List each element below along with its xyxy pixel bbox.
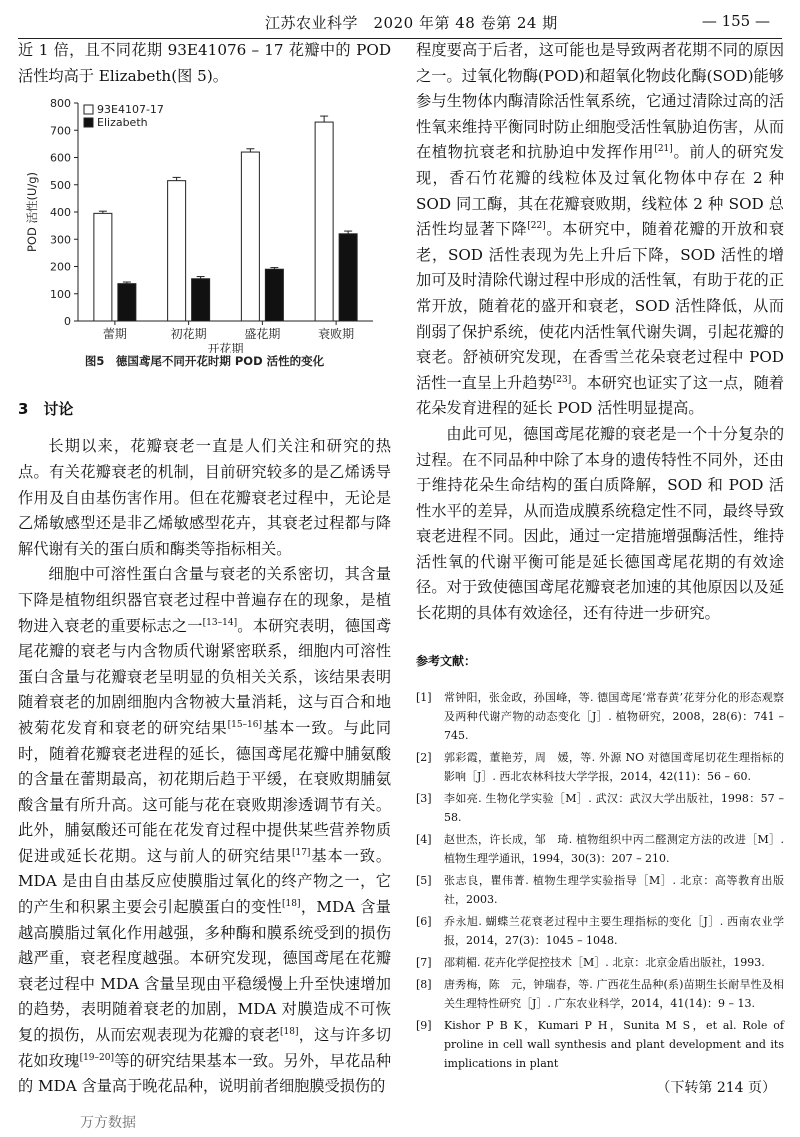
reference-number: [9] [416,1019,432,1033]
reference-text: 常钟阳，张金政，孙国峰，等. 德国鸢尾‘常春黄’花芽分化的形态观察及两种代谢产物的动态变化［J］. 植物研究，2008，28(6)：741 – 745. [444,691,784,743]
x-tick-label: 衰败期 [318,327,355,342]
page-header [0,8,800,34]
reference-text: 唐秀梅，陈 元，钟瑞春，等. 广西花生品种(系)苗期生长耐旱性及相关生理特性研究［J］. 广东农业科学，2014，41(14)：9 – 13. [444,978,784,1011]
reference-item [416,871,784,909]
figure-5 [18,91,391,353]
reference-number: [4] [416,833,432,847]
discussion-paragraph-3: 程度要高于后者，这可能也是导致两者花期不同的原因之一。过氧化物酶(POD)和超氧化物歧化酶(SOD)能够参与生物体内酶清除活性氧系统，它通过清除过高的活性氧来维持平衡同时防止细胞受活性氧胁迫伤害，从而在植物抗衰老和抗胁迫中发挥作用[21]。前人的研究发现，香石竹花瓣的线粒体及过氧化物体中存在 2 种 SOD 同工酶，其在花瓣衰败期，线粒体 2 种 SOD 总活性均显著下降[22]。本研究中，随着花瓣的开放和衰老，SOD 活性表现为先上升后下降，SOD 活性的增加可及时清除代谢过程中形成的活性氧，有助于花的正常开放，随着花的盛开和衰老，SOD 活性降低，从而削弱了保护系统，使花内活性氧代谢失调，引起花瓣的衰老。舒祯研究发现，在香雪兰花朵衰老过程中 POD 活性一直呈上升趋势[23]。本研究也证实了这一点，随着花朵发育进程的延长 POD 活性明显提高。 [416,41,785,418]
references-heading: 参考文献： [416,653,477,668]
bar-series-1 [94,214,112,322]
bar-series-1 [241,152,259,321]
citation: [19–20] [79,1052,114,1063]
x-tick-label: 蕾期 [102,327,127,342]
bar-series-1 [168,181,186,321]
x-tick-label: 初花期 [170,327,207,342]
y-tick-label: 400 [50,206,71,220]
citation: [13–14] [202,617,238,628]
reference-text: 邵莉楣. 花卉化学促控技术［M］. 北京：北京金盾出版社，1993. [444,956,765,970]
reference-item [416,975,784,1013]
reference-item [416,912,784,950]
reference-text: 郭彩霞，董艳芳，周 媛，等. 外源 NO 对德国鸢尾切花生理指标的影响［J］. 西北农林科技大学学报，2014，42(11)：56 – 60. [444,751,784,784]
reference-text: 李如亮. 生物化学实验［M］. 武汉：武汉大学出版社，1998：57 – 58. [444,792,784,825]
discussion-paragraph-1: 长期以来，花瓣衰老一直是人们关注和研究的热点。有关花瓣衰老的机制，目前研究较多的是乙烯诱导作用及自由基伤害作用。但在花瓣衰老过程中，无论是乙烯敏感型还是非乙烯敏感型花卉，其衰老过程都与降解代谢有关的蛋白质和酶类等指标相关。 [18,437,391,558]
reference-item [416,789,784,827]
legend-swatch [84,105,93,114]
page-number: — 155 — [701,12,770,30]
x-axis-label: 开花期 [207,342,244,354]
x-tick-label: 盛花期 [244,327,281,342]
reference-item [416,1016,784,1073]
citation: [15–16] [227,719,263,730]
bar-series-2 [118,284,136,321]
y-tick-label: 100 [50,287,71,301]
reference-item [416,830,784,868]
legend-swatch [84,118,93,127]
legend-label: 93E4107-17 [97,103,164,117]
reference-text: 赵世杰，许长成，邹 琦. 植物组织中丙二醛测定方法的改进［M］. 植物生理学通讯，1994，30(3)：207 – 210. [444,833,784,866]
y-axis-label: POD 活性(U/g) [25,172,39,253]
discussion-paragraph-2: 细胞中可溶性蛋白含量与衰老的关系密切，其含量下降是植物组织器官衰老过程中普遍存在的现象，是植物进入衰老的重要标志之一[13–14]。本研究表明，德国鸢尾花瓣的衰老与内含物质代谢紧密联系，细胞内可溶性蛋白含量与花瓣衰老呈明显的负相关关系，该结果表明随着衰老的加剧细胞内含物被大量消耗，这与百合和地被菊花发育和衰老的研究结果[15–16]基本一致。与此同时，随着花瓣衰老进程的延长，德国鸢尾花瓣中脯氨酸的含量在蕾期最高，初花期后趋于平缓，在衰败期脯氨酸含量有所升高。这可能与花在衰败期渗透调节有关。此外，脯氨酸还可能在花发育过程中提供某些营养物质促进或延长花期。这与前人的研究结果[17]基本一致。MDA 是由自由基反应使膜脂过氧化的终产物之一，它的产生和积累主要会引起膜蛋白的变性[18]，MDA 含量越高膜脂过氧化作用越强，多种酶和膜系统受到的损伤越严重，衰老程度越强。本研究发现，德国鸢尾在花瓣衰老过程中 MDA 含量呈现由平稳缓慢上升至快速增加的趋势，表明随着衰老的加剧，MDA 对膜造成不可恢复的损伤，从而宏观表现为花瓣的衰老[18]，这与许多切花如玫瑰[19–20]等的研究结果基本一致。另外，早花品种的 MDA 含量高于晚花品种，说明前者细胞膜受损伤的 [18,565,392,1096]
reference-text: 乔永旭. 蝴蝶兰花衰老过程中主要生理指标的变化［J］. 西南农业学报，2014，27(3)：1045 – 1048. [444,915,784,948]
reference-number: [1] [416,691,432,705]
section-title-discussion: 3 讨论 [18,399,74,418]
citation: [23] [552,374,572,385]
citation: [18] [282,899,301,909]
legend-label: Elizabeth [97,116,148,130]
y-tick-label: 700 [50,124,71,138]
y-tick-label: 600 [50,151,71,165]
bar-series-2 [265,269,283,321]
journal-title: 江苏农业科学 2020 年第 48 卷第 24 期 [265,14,558,32]
y-tick-label: 0 [64,315,71,329]
bar-series-2 [339,234,357,321]
reference-number: [3] [416,792,432,806]
bar-series-1 [315,122,333,321]
right-column [416,38,784,1102]
reference-number: [5] [416,874,432,888]
reference-item [416,953,784,972]
y-tick-label: 800 [50,97,71,111]
figure-caption: 图5 德国鸢尾不同开花时期 POD 活性的变化 [84,354,325,369]
discussion-paragraph-4: 由此可见，德国鸢尾花瓣的衰老是一个十分复杂的过程。在不同品种中除了本身的遗传特性不同外，还由于维持花朵生命结构的蛋白质降解，SOD 和 POD 活性水平的差异，从而造成膜系统稳定性不同，最终导致衰老进程不同。因此，通过一定措施增强酶活性，维持活性氧的代谢平衡可能是延长德国鸢尾花期的有效途径。对于致使德国鸢尾花瓣衰老加速的其他原因以及延长花期的具体有效途径，还有待进一步研究。 [416,424,784,623]
reference-item [416,748,784,786]
reference-number: [8] [416,978,432,992]
continued-note: （下转第 214 页） [656,1080,776,1097]
left-column [18,38,391,1100]
reference-text: Kishor P B K，Kumari P H，Sunita M S，et al. Role of proline in cell wall synthesis and plant development and its implications in plant [444,1019,784,1071]
reference-list [416,688,784,1073]
reference-number: [6] [416,915,432,929]
citation: [21] [654,144,673,155]
intro-paragraph: 近 1 倍，且不同花期 93E41076 – 17 花瓣中的 POD 活性均高于 Elizabeth(图 5)。 [18,41,391,85]
citation: [22] [527,221,546,232]
y-tick-label: 300 [50,233,71,247]
reference-number: [7] [416,956,432,970]
reference-number: [2] [416,751,432,765]
pod-activity-chart [18,91,391,353]
citation: [17] [291,847,311,858]
reference-item [416,688,784,745]
bar-series-2 [192,279,210,321]
reference-text: 张志良，瞿伟菁. 植物生理学实验指导［M］. 北京：高等教育出版社，2003. [444,874,784,907]
y-tick-label: 500 [50,178,71,192]
citation: [18] [280,1026,299,1037]
watermark: 万方数据 [80,1115,136,1131]
y-tick-label: 200 [50,260,71,274]
